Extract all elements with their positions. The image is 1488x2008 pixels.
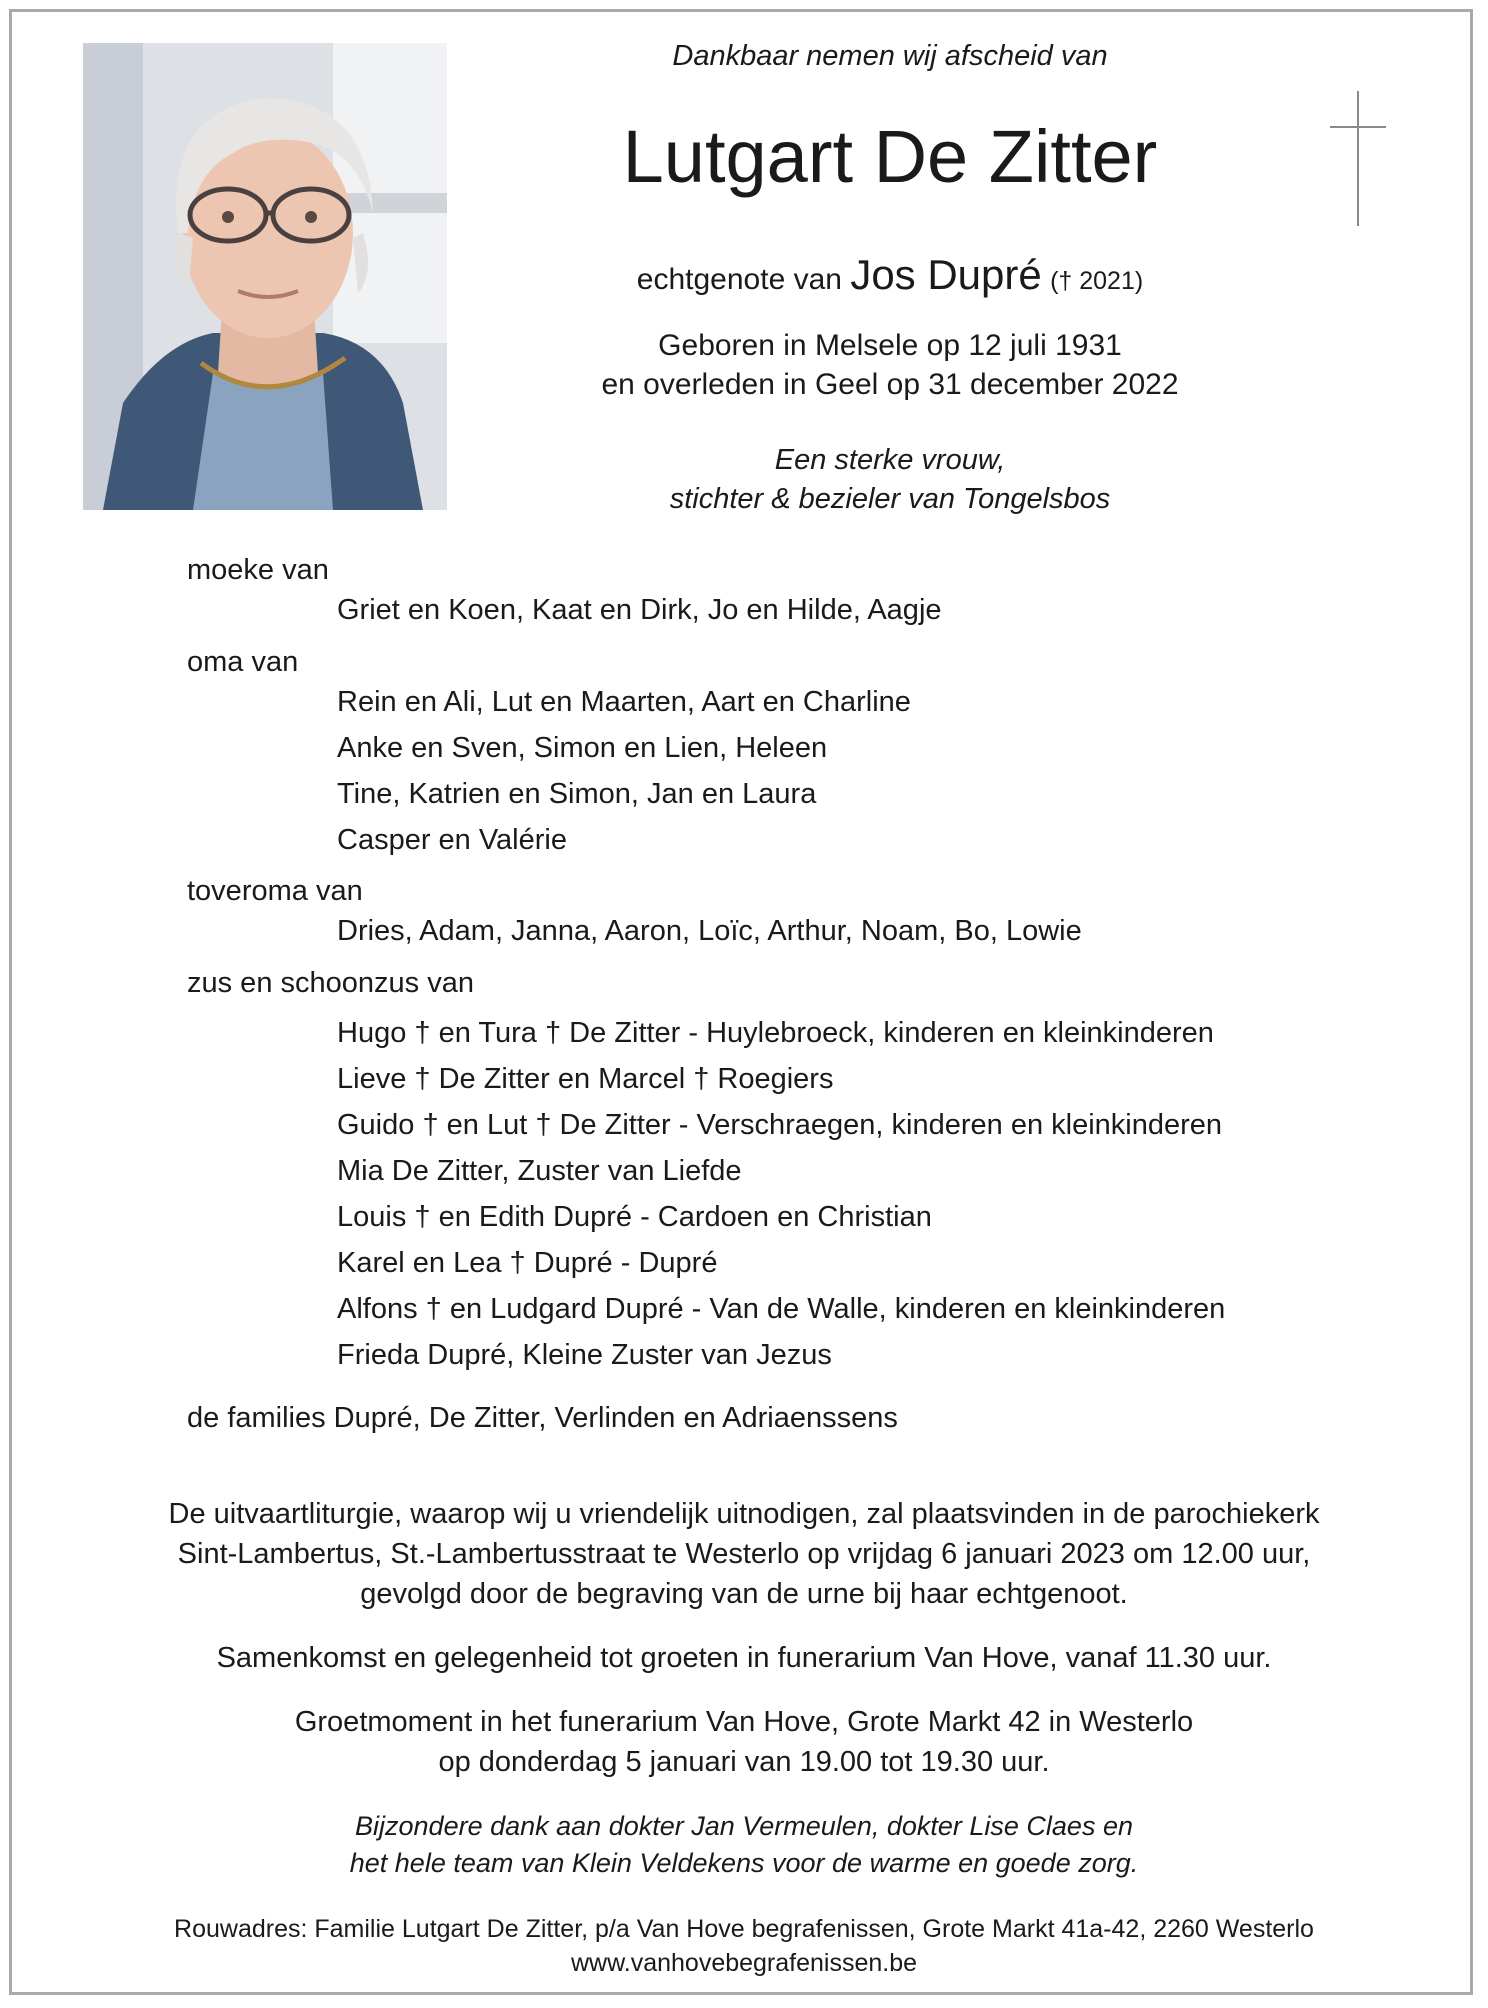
families-line: de families Dupré, De Zitter, Verlinden en Adriaenssens — [187, 1402, 898, 1434]
greeting-line-1: Groetmoment in het funerarium Van Hove, Grote Markt 42 in Westerlo — [294, 1706, 1194, 1738]
born-text: Geboren in Melsele op 12 juli 1931 — [658, 329, 1122, 362]
moeke-label: moeke van — [187, 554, 329, 586]
greeting-line-2: op donderdag 5 januari van 19.00 tot 19.30 uur. — [438, 1746, 1050, 1778]
toveroma-names: Dries, Adam, Janna, Aaron, Loïc, Arthur, Noam, Bo, Lowie — [337, 915, 1082, 947]
portrait-photo — [83, 43, 447, 510]
thanks-line-2: het hele team van Klein Veldekens voor de warme en goede zorg. — [349, 1848, 1139, 1878]
mourning-address: Rouwadres: Familie Lutgart De Zitter, p/a Van Hove begrafenissen, Grote Markt 41a-42, 2260 Westerlo — [174, 1915, 1314, 1943]
oma-names-1: Rein en Ali, Lut en Maarten, Aart en Charline — [337, 686, 911, 718]
moeke-names: Griet en Koen, Kaat en Dirk, Jo en Hilde, Aagje — [337, 594, 942, 626]
deceased-name: Lutgart De Zitter — [622, 115, 1158, 198]
zus-line-2: Lieve † De Zitter en Marcel † Roegiers — [337, 1063, 834, 1095]
died-text: en overleden in Geel op 31 december 2022 — [601, 368, 1179, 401]
zus-line-8: Frieda Dupré, Kleine Zuster van Jezus — [337, 1339, 832, 1371]
zus-line-3: Guido † en Lut † De Zitter - Verschraegen, kinderen en kleinkinderen — [337, 1109, 1223, 1141]
oma-names-4: Casper en Valérie — [337, 824, 567, 856]
ceremony-line-1: De uitvaartliturgie, waarop wij u vriendelijk uitnodigen, zal plaatsvinden in de parochiekerk — [168, 1498, 1320, 1530]
motto-line-2: stichter & bezieler van Tongelsbos — [669, 483, 1111, 515]
intro-text: Dankbaar nemen wij afscheid van — [672, 40, 1108, 72]
cross-icon — [1330, 91, 1386, 226]
oma-label: oma van — [187, 646, 299, 678]
spouse-prefix: echtgenote van — [636, 263, 842, 296]
zus-line-5: Louis † en Edith Dupré - Cardoen en Christian — [337, 1201, 932, 1233]
zus-line-1: Hugo † en Tura † De Zitter - Huylebroeck, kinderen en kleinkinderen — [337, 1017, 1214, 1049]
gathering-text: Samenkomst en gelegenheid tot groeten in funerarium Van Hove, vanaf 11.30 uur. — [216, 1642, 1272, 1674]
oma-names-3: Tine, Katrien en Simon, Jan en Laura — [337, 778, 817, 810]
zus-line-4: Mia De Zitter, Zuster van Liefde — [337, 1155, 742, 1187]
oma-names-2: Anke en Sven, Simon en Lien, Heleen — [337, 732, 828, 764]
spouse-death: († 2021) — [1050, 267, 1144, 295]
zus-label: zus en schoonzus van — [187, 967, 474, 999]
thanks-line-1: Bijzondere dank aan dokter Jan Vermeulen, dokter Lise Claes en — [355, 1811, 1133, 1841]
toveroma-label: toveroma van — [187, 875, 363, 907]
motto-line-1: Een sterke vrouw, — [774, 444, 1006, 476]
spouse-name: Jos Dupré — [850, 251, 1042, 298]
portrait-illustration — [83, 43, 447, 510]
ceremony-line-2: Sint-Lambertus, St.-Lambertusstraat te Westerlo op vrijdag 6 januari 2023 om 12.00 uur, — [177, 1538, 1311, 1570]
spouse-line — [540, 252, 1240, 304]
ceremony-line-3: gevolgd door de begraving van de urne bij haar echtgenoot. — [360, 1578, 1128, 1610]
zus-line-6: Karel en Lea † Dupré - Dupré — [337, 1247, 718, 1279]
zus-line-7: Alfons † en Ludgard Dupré - Van de Walle, kinderen en kleinkinderen — [337, 1293, 1226, 1325]
website-link[interactable]: www.vanhovebegrafenissen.be — [570, 1949, 918, 1977]
